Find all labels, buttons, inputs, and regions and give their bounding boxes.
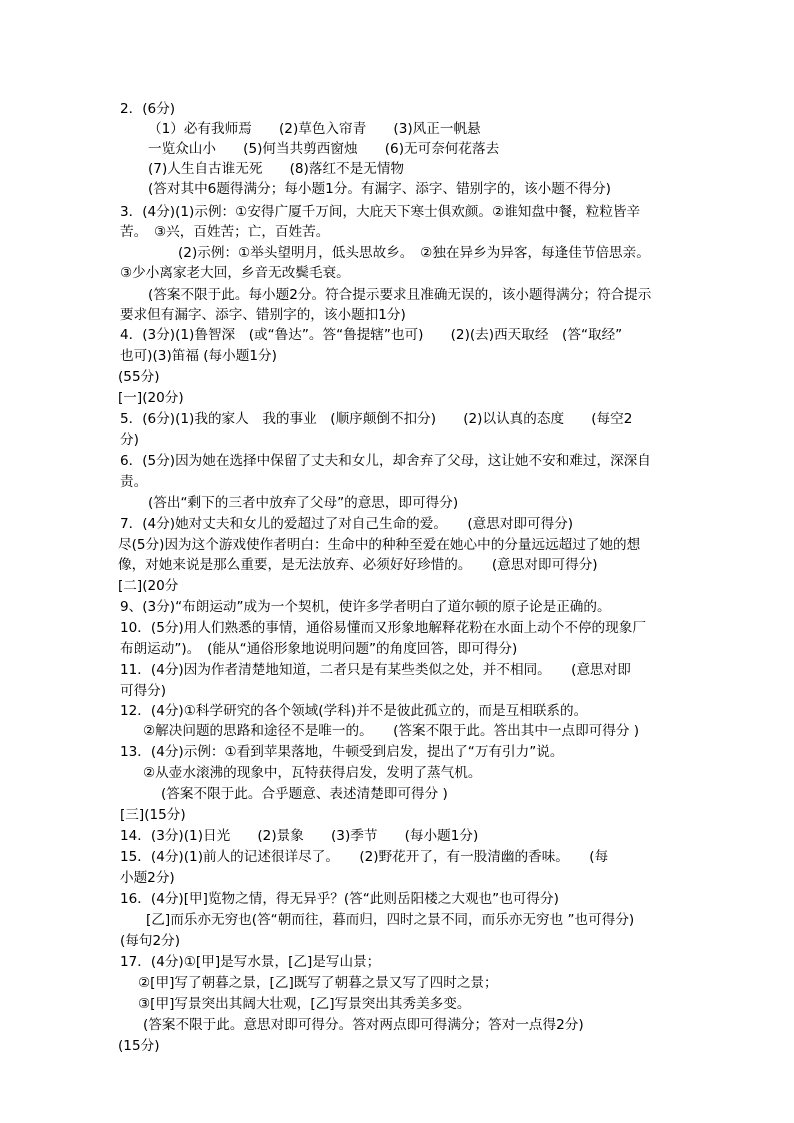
q8-answer: 尽(5分)因为这个游戏使作者明白：生命中的种种至爱在她心中的分量远远超过了她的想	[118, 537, 641, 553]
q13-scoring-note: (答案不限于此。合乎题意、表述清楚即可得分 )	[161, 786, 448, 802]
q5-answer-cont: 分)	[120, 432, 139, 448]
q8-answer-cont: 像，对她来说是那么重要，是无法放弃、必须好好珍惜的。 (意思对即可得分)	[118, 557, 598, 573]
q6-answer-cont: 责。	[120, 474, 148, 490]
q6-scoring-note: (答出“剩下的三者中放弃了父母”的意思，即可得分)	[148, 495, 459, 511]
q4-answer-cont: 也可)(3)笛福 (每小题1分)	[120, 348, 277, 364]
q3-part1-cont: 苦。 ③兴，百姓苦；亡，百姓苦。	[120, 224, 330, 240]
q17-answer-point2: ②[甲]写了朝暮之景，[乙]既写了朝暮之景又写了四时之景；	[138, 975, 498, 991]
section-score: (55分)	[118, 369, 160, 385]
q17-answer: 17．(4分)①[甲]是写水景，[乙]是写山景；	[120, 954, 381, 970]
q2-heading: 2．(6分)	[120, 101, 176, 117]
q10-answer: 10．(5分)用人们熟悉的事情，通俗易懂而又形象地解释花粉在水面上动个不停的现象厂	[120, 620, 646, 636]
q17-answer-point3: ③[甲]写景突出其阔大壮观，[乙]写景突出其秀美多变。	[138, 996, 471, 1012]
section-4-score: (15分)	[118, 1038, 160, 1054]
q14-answer: 14．(3分)(1)日光 (2)景象 (3)季节 (每小题1分)	[120, 828, 479, 844]
q5-answer: 5．(6分)(1)我的家人 我的事业 (顺序颠倒不扣分) (2)以认真的态度 (每空2	[120, 411, 633, 427]
q11-answer: 11．(4分)因为作者清楚地知道，二者只是有某些类似之处，并不相同。 (意思对即	[120, 662, 631, 678]
q3-part1: 3．(4分)(1)示例：①安得广厦千万间，大庇天下寒士俱欢颜。②谁知盘中餐，粒粒皆辛	[120, 204, 641, 220]
q3-part2: (2)示例：①举头望明月，低头思故乡。 ②独在异乡为异客，每逢佳节倍思亲。	[178, 245, 650, 261]
q17-scoring-note: (答案不限于此。意思对即可得分。答对两点即可得满分；答对一点得2分)	[143, 1017, 584, 1033]
section-3-heading: [三](15分)	[120, 807, 186, 823]
section-1-heading: [一](20分)	[118, 390, 184, 406]
q13-answer: 13．(4分)示例：①看到苹果落地，牛顿受到启发，提出了“万有引力”说。	[120, 744, 564, 760]
section-2-heading: [二](20分	[118, 578, 179, 594]
q12-answer-cont: ②解决问题的思路和途径不是唯一的。 (答案不限于此。答出其中一点即可得分 )	[143, 723, 640, 739]
q16-answer: 16．(4分)[甲]览物之情，得无异乎？(答“此则岳阳楼之大观也”也可得分)	[120, 891, 559, 907]
q3-scoring-note: (答案不限于此。每小题2分。符合提示要求且准确无误的，该小题得满分；符合提示	[148, 287, 652, 303]
q16-answer-cont: [乙]而乐亦无穷也(答“朝而往，暮而归，四时之景不同，而乐亦无穷也 ”也可得分)	[146, 912, 635, 928]
q3-part2-cont: ③少小离家老大回，乡音无改鬓毛衰。	[120, 265, 350, 281]
q13-answer-cont: ②从壶水滚沸的现象中，瓦特获得启发，发明了蒸气机。	[143, 765, 482, 781]
q15-answer-cont: 小题2分)	[120, 870, 175, 886]
q3-scoring-note-cont: 要求但有漏字、添字、错别字的，该小题扣1分)	[120, 307, 406, 323]
q6-answer: 6．(5分)因为她在选择中保留了丈夫和女儿，却舍弃了父母，这让她不安和难过，深深自	[120, 453, 651, 469]
q2-answers-row1: （1）必有我师焉 (2)草色入帘青 (3)风正一帆悬	[148, 121, 481, 137]
q15-answer: 15．(4分)(1)前人的记述很详尽了。 (2)野花开了，有一股清幽的香味。 (每	[120, 849, 609, 865]
q4-answer: 4．(3分)(1)鲁智深 (或“鲁达”。答“鲁提辖”也可) (2)(去)西天取经 (答“取经”	[120, 327, 623, 343]
q2-scoring-note: (答对其中6题得满分；每小题1分。有漏字、添字、错别字的，该小题不得分)	[148, 181, 611, 197]
q9-answer: 9、(3分)“布朗运动”成为一个契机，使许多学者明白了道尔顿的原子论是正确的。	[120, 599, 611, 615]
q16-scoring-note: (每句2分)	[120, 933, 181, 949]
q10-answer-cont: 布朗运动”)。 (能从“通俗形象地说明问题”的角度回答，即可得分)	[120, 641, 518, 657]
q7-answer: 7．(4分)她对丈夫和女儿的爱超过了对自己生命的爱。 (意思对即可得分)	[120, 516, 574, 532]
q11-answer-cont: 可得分)	[120, 683, 167, 699]
q2-answers-row2: 一览众山小 (5)何当共剪西窗烛 (6)无可奈何花落去	[148, 141, 500, 157]
q12-answer: 12．(4分)①科学研究的各个领域(学科)并不是彼此孤立的，而是互相联系的。	[120, 703, 588, 719]
q2-answers-row3: (7)人生自古谁无死 (8)落红不是无情物	[148, 161, 405, 177]
